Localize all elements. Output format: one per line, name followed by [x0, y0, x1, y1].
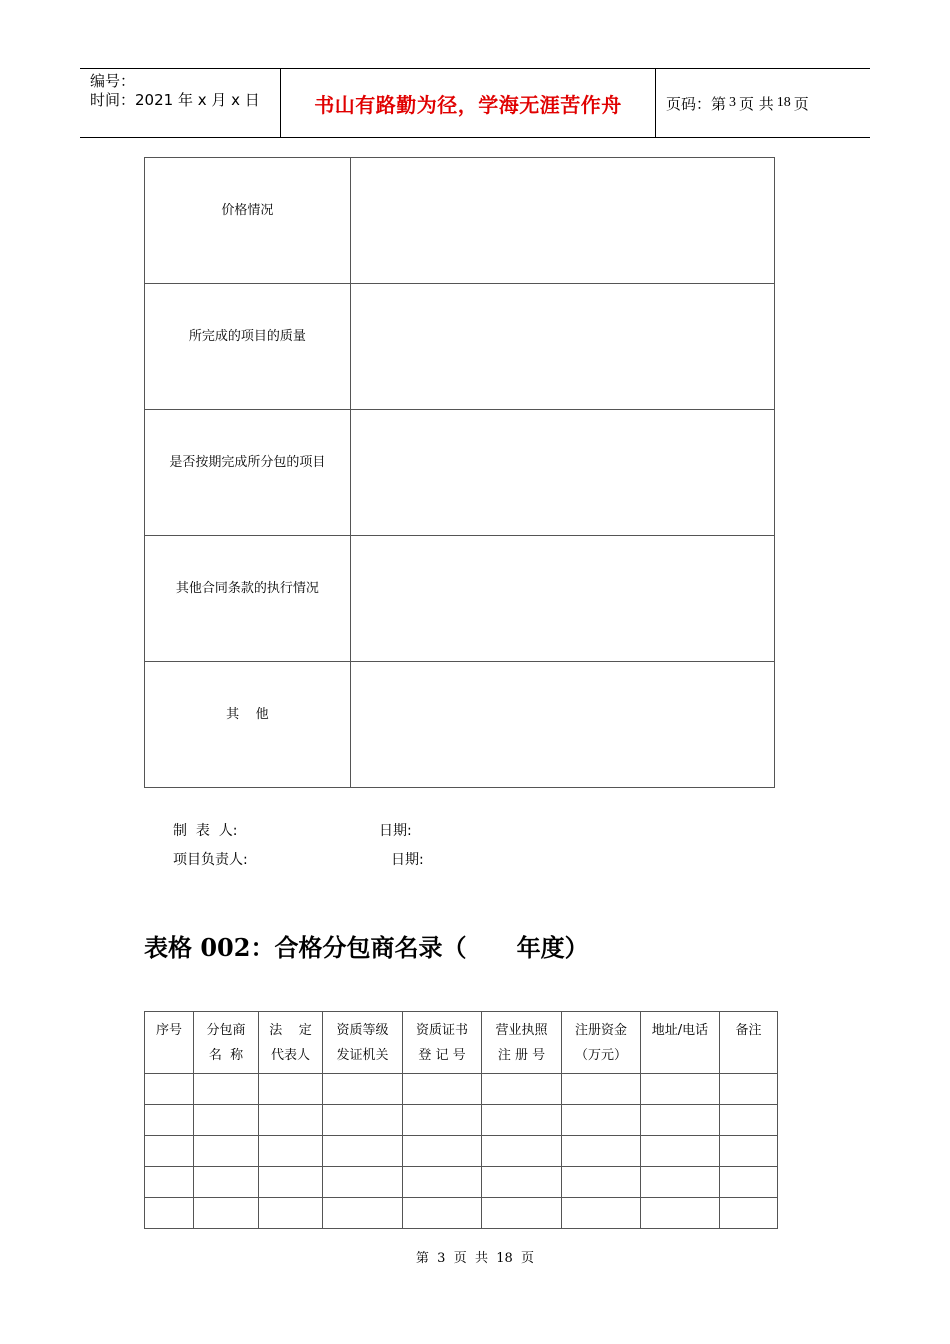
table-cell [720, 1198, 778, 1229]
table-row [145, 284, 775, 410]
col-header-index: 序号 [145, 1012, 194, 1074]
table-cell [323, 1198, 403, 1229]
table-cell [145, 1136, 194, 1167]
table-cell [323, 1136, 403, 1167]
row-label: 是否按期完成所分包的项目 [169, 455, 326, 470]
table-row [145, 662, 775, 788]
table-cell [145, 1167, 194, 1198]
serial-label: 编号： [90, 72, 136, 90]
col-header-qualification: 资质等级 发证机关 [323, 1012, 403, 1074]
manager-date-label: 日期: [391, 852, 424, 868]
table-cell [562, 1074, 641, 1105]
col-header-cert-no: 资质证书 登 记 号 [403, 1012, 482, 1074]
row-label-cell [145, 662, 351, 788]
table-cell [720, 1136, 778, 1167]
col-header-address-phone: 地址/电话 [641, 1012, 720, 1074]
row-label: 其他合同条款的执行情况 [175, 581, 319, 596]
row-value-cell [350, 158, 774, 284]
header-page-info [656, 69, 870, 137]
header-motto: 书山有路勤为径，学海无涯苦作舟 [314, 92, 622, 117]
table-cell [482, 1198, 562, 1229]
header-meta [80, 69, 281, 137]
table-row [145, 158, 775, 284]
table-cell [641, 1136, 720, 1167]
time-label: 时间：2021 年 x 月 x 日 [90, 91, 260, 109]
row-label: 价格情况 [221, 203, 274, 218]
table-cell [641, 1074, 720, 1105]
table-cell [641, 1167, 720, 1198]
page-prefix: 页码：第 [666, 94, 727, 113]
col-header-license-no: 营业执照 注 册 号 [482, 1012, 562, 1074]
row-label: 所完成的项目的质量 [188, 329, 306, 344]
preparer-date-label: 日期: [379, 823, 412, 839]
page-current: 3 [729, 95, 737, 110]
table-cell [259, 1105, 323, 1136]
table-cell [720, 1167, 778, 1198]
table-cell [145, 1198, 194, 1229]
table-cell [641, 1198, 720, 1229]
table-cell [720, 1105, 778, 1136]
roster-header-row [145, 1012, 778, 1074]
table-cell [482, 1136, 562, 1167]
table-row [145, 536, 775, 662]
row-label-cell [145, 536, 351, 662]
table-row [145, 1105, 778, 1136]
page-total: 18 [776, 95, 791, 110]
table-cell [259, 1136, 323, 1167]
header-motto-cell [281, 69, 656, 137]
row-value-cell [350, 410, 774, 536]
table-row [145, 1167, 778, 1198]
table-cell [259, 1198, 323, 1229]
table-cell [720, 1074, 778, 1105]
table-cell [403, 1136, 482, 1167]
table-cell [403, 1105, 482, 1136]
table-cell [403, 1167, 482, 1198]
table-row [145, 1198, 778, 1229]
row-label-cell [145, 158, 351, 284]
table-cell [403, 1074, 482, 1105]
row-value-cell [350, 536, 774, 662]
page-mid: 页 共 [739, 94, 774, 113]
col-header-legal-rep: 法 定 代表人 [259, 1012, 323, 1074]
evaluation-table [144, 157, 775, 788]
table-cell [641, 1105, 720, 1136]
table-cell [323, 1074, 403, 1105]
table-cell [323, 1167, 403, 1198]
page-header [80, 68, 870, 138]
table-cell [194, 1105, 259, 1136]
page-footer: 第 3 页 共 18 页 [415, 1251, 535, 1266]
row-label: 其 他 [226, 707, 269, 722]
table-cell [194, 1198, 259, 1229]
table-cell [145, 1074, 194, 1105]
table-cell [194, 1136, 259, 1167]
table-cell [403, 1198, 482, 1229]
manager-label: 项目负责人: [173, 852, 248, 868]
preparer-label: 制 表 人: [173, 823, 238, 839]
col-header-capital: 注册资金 （万元） [562, 1012, 641, 1074]
section-title: 表格 002：合格分包商名录（ 年度） [144, 933, 589, 962]
table-row [145, 1074, 778, 1105]
table-cell [194, 1167, 259, 1198]
table-cell [562, 1198, 641, 1229]
table-cell [482, 1167, 562, 1198]
table-cell [562, 1167, 641, 1198]
table-cell [482, 1105, 562, 1136]
table-cell [259, 1167, 323, 1198]
row-value-cell [350, 284, 774, 410]
table-cell [562, 1105, 641, 1136]
table-cell [194, 1074, 259, 1105]
table-cell [323, 1105, 403, 1136]
table-cell [145, 1105, 194, 1136]
row-label-cell [145, 410, 351, 536]
table-cell [259, 1074, 323, 1105]
subcontractor-roster-table [144, 1011, 778, 1229]
table-cell [482, 1074, 562, 1105]
table-cell [562, 1136, 641, 1167]
col-header-name: 分包商 名 称 [194, 1012, 259, 1074]
row-value-cell [350, 662, 774, 788]
table-row [145, 1136, 778, 1167]
table-row [145, 410, 775, 536]
page-suffix: 页 [793, 94, 809, 113]
row-label-cell [145, 284, 351, 410]
col-header-remarks: 备注 [720, 1012, 778, 1074]
